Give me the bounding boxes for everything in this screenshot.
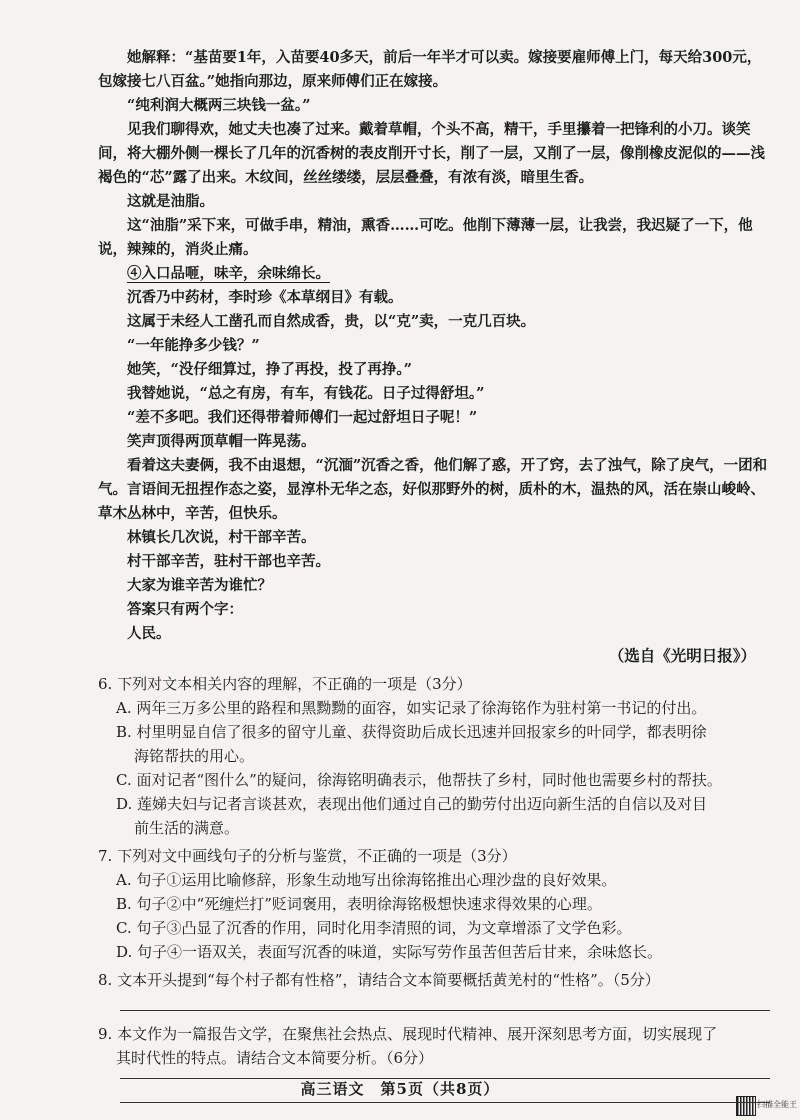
question-stem: 8. 文本开头提到“每个村子都有性格”，请结合文本简要概括黄羌村的“性格”。（5分）: [98, 971, 660, 989]
passage-paragraph: “差不多吧。我们还得带着师傅们一起过舒坦日子呢！”: [127, 409, 478, 426]
option-b: B. 村里明显自信了很多的留守儿童、获得资助后成长迅速并回报家乡的叶同学，都表明徐 海铭帮扶的用心。: [116, 723, 707, 765]
option-c: C. 面对记者“图什么”的疑问，徐海铭明确表示，他帮扶了乡村，同时他也需要乡村的帮扶。: [116, 771, 722, 789]
option-b: B. 句子②中“死缠烂打”贬词褒用，表明徐海铭极想快速求得效果的心理。: [116, 895, 602, 913]
question-stem: 6. 下列对文本相关内容的理解，不正确的一项是（3分）: [98, 675, 472, 693]
passage-paragraph: 林镇长几次说，村干部辛苦。: [127, 529, 316, 546]
page-footer: 高三语文 第5页（共8页）: [300, 1080, 500, 1098]
answer-line: [120, 1078, 770, 1079]
passage-paragraph: 人民。: [127, 625, 171, 642]
answer-line: [120, 1010, 770, 1011]
option-d: D. 莲娣夫妇与记者言谈甚欢，表现出他们通过自己的勤劳付出迈向新生活的自信以及对目 前生活的满意。: [116, 795, 708, 837]
answer-line: [120, 1102, 770, 1103]
passage-paragraph: “纯利润大概两三块钱一盆。”: [127, 97, 311, 114]
option-d: D. 句子④一语双关，表面写沉香的味道，实际写劳作虽苦但苦后甘来，余味悠长。: [116, 943, 663, 961]
option-a: A. 句子①运用比喻修辞，形象生动地写出徐海铭推出心理沙盘的良好效果。: [116, 871, 617, 889]
passage-paragraph: [98, 262, 768, 286]
passage-paragraph: 答案只有两个字：: [127, 601, 243, 618]
passage-paragraph: 我替她说，“总之有房，有车，有钱花。日子过得舒坦。”: [127, 385, 485, 402]
passage-paragraph: 笑声顶得两顶草帽一阵晃荡。: [127, 433, 316, 450]
passage-paragraph: 她笑，“没仔细算过，挣了再投，投了再挣。”: [127, 361, 412, 378]
passage-paragraph: 见我们聊得欢，她丈夫也凑了过来。戴着草帽，个头不高，精干，手里攥着一把锋利的小刀。谈笑间，将大棚外侧一棵长了几年的沉香树的表皮削开寸长，削了一层，又削了一层，像削橡皮泥似的——浅褐色的“芯”露了出来。木纹间，丝丝缕缕，层层叠叠，有浓有淡，暗里生香。: [98, 121, 765, 186]
question-8: [98, 968, 770, 992]
passage-paragraph: 这就是油脂。: [127, 193, 214, 210]
passage-paragraph: 大家为谁辛苦为谁忙？: [127, 577, 272, 594]
question-6: [98, 672, 770, 840]
qr-code-icon: [736, 1096, 756, 1116]
option-a: A. 两年三万多公里的路程和黑黝黝的面容，如实记录了徐海铭作为驻村第一书记的付出。: [116, 699, 707, 717]
question-9: [98, 1022, 770, 1070]
passage-paragraph: “一年能挣多少钱？”: [127, 337, 260, 354]
underlined-sentence-4: ④入口品咂，味辛，余味绵长。: [127, 265, 330, 282]
passage-paragraph: 这属于未经人工凿孔而自然成香，贵，以“克”卖，一克几百块。: [127, 313, 536, 330]
option-c: C. 句子③凸显了沉香的作用，同时化用李清照的词，为文章增添了文学色彩。: [116, 919, 632, 937]
source-citation: （选自《光明日报》）: [608, 646, 756, 665]
passage-paragraph: 村干部辛苦，驻村干部也辛苦。: [127, 553, 330, 570]
question-7: [98, 844, 770, 964]
passage-paragraph: 沉香乃中药材，李时珍《本草纲目》有载。: [127, 289, 403, 306]
question-stem: 7. 下列对文中画线句子的分析与鉴赏，不正确的一项是（3分）: [98, 847, 517, 865]
scanner-brand: 扫描全能王: [757, 1100, 797, 1109]
question-stem: 其时代性的特点。请结合文本简要分析。（6分）: [116, 1049, 434, 1067]
passage-paragraph: 她解释：“基苗要1年，入苗要40多天，前后一年半才可以卖。嫁接要雇师傅上门，每天给300元，包嫁接七八百盆。”她指向那边，原来师傅们正在嫁接。: [98, 49, 762, 90]
passage-paragraph: 这“油脂”采下来，可做手串，精油，熏香……可吃。他削下薄薄一层，让我尝，我迟疑了一下，他说，辣辣的，消炎止痛。: [98, 217, 753, 258]
question-stem: 9. 本文作为一篇报告文学，在聚焦社会热点、展现时代精神、展开深刻思考方面，切实展现了: [98, 1025, 718, 1043]
passage-paragraph: 看着这夫妻俩，我不由退想，“沉湎”沉香之香，他们解了惑，开了窍，去了浊气，除了戾气，一团和气。言语间无扭捏作态之姿，显淳朴无华之态，好似那野外的树，质朴的木，温热的风，活在崇山峻岭、草木丛林中，辛苦，但快乐。: [98, 457, 768, 522]
